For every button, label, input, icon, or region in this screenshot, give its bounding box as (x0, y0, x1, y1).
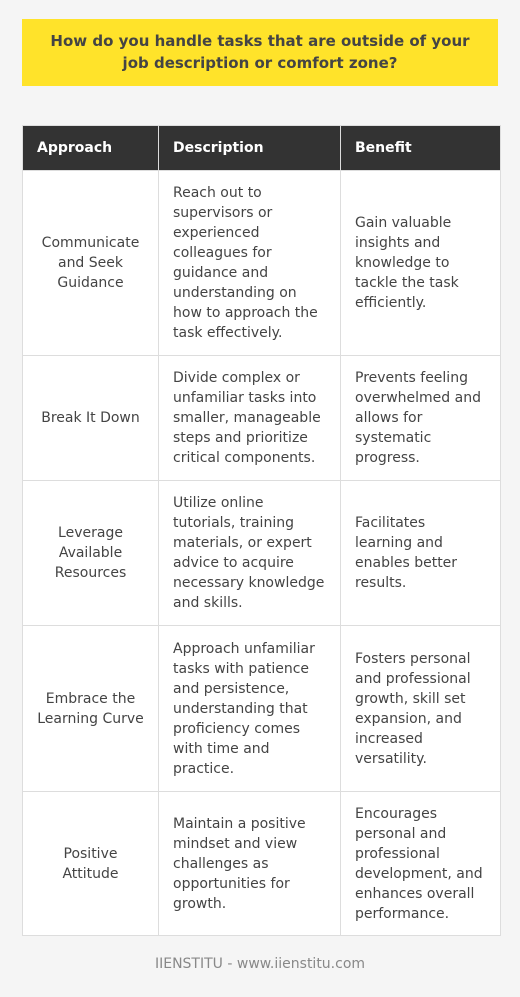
table-row (23, 792, 501, 936)
header-benefit: Benefit (341, 126, 501, 171)
approach-cell: Embrace the Learning Curve (23, 626, 159, 792)
footer-text: IIENSTITU - www.iienstitu.com (154, 956, 366, 972)
approach-cell: Communicate and Seek Guidance (23, 171, 159, 356)
description-cell: Divide complex or unfamiliar tasks into smaller, manageable steps and prioritize critical components. (159, 356, 341, 481)
description-cell: Utilize online tutorials, training materials, or expert advice to acquire necessary knowledge and skills. (159, 481, 341, 626)
header-description: Description (159, 126, 341, 171)
approach-table (22, 125, 501, 936)
table-header-row (23, 126, 501, 171)
table-row (23, 171, 501, 356)
approach-cell: Positive Attitude (23, 792, 159, 936)
benefit-cell: Encourages personal and professional development, and enhances overall performance. (341, 792, 501, 936)
table-row (23, 481, 501, 626)
approach-cell: Break It Down (23, 356, 159, 481)
benefit-cell: Fosters personal and professional growth, skill set expansion, and increased versatility. (341, 626, 501, 792)
benefit-cell: Prevents feeling overwhelmed and allows for systematic progress. (341, 356, 501, 481)
description-cell: Maintain a positive mindset and view challenges as opportunities for growth. (159, 792, 341, 936)
description-cell: Reach out to supervisors or experienced colleagues for guidance and understanding on how to approach the task effectively. (159, 171, 341, 356)
description-cell: Approach unfamiliar tasks with patience and persistence, understanding that proficiency comes with time and practice. (159, 626, 341, 792)
table-row (23, 356, 501, 481)
header-approach: Approach (23, 126, 159, 171)
page-title: How do you handle tasks that are outside of your job description or comfort zone? (22, 19, 498, 86)
approach-cell: Leverage Available Resources (23, 481, 159, 626)
benefit-cell: Gain valuable insights and knowledge to tackle the task efficiently. (341, 171, 501, 356)
benefit-cell: Facilitates learning and enables better results. (341, 481, 501, 626)
table-row (23, 626, 501, 792)
